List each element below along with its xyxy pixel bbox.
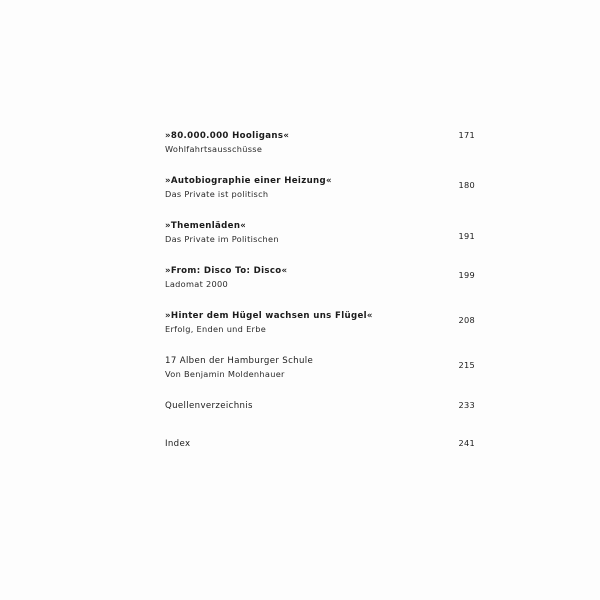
toc-entry-title: »80.000.000 Hooligans« bbox=[165, 131, 290, 141]
toc-entry-title: Index bbox=[165, 439, 191, 449]
toc-entry bbox=[165, 265, 475, 290]
toc-entry bbox=[165, 310, 475, 335]
toc-entry-subtitle: Erfolg, Enden und Erbe bbox=[165, 324, 267, 334]
toc-entry-subtitle: Wohlfahrtsausschüsse bbox=[165, 144, 263, 154]
table-of-contents bbox=[165, 130, 475, 464]
toc-entry bbox=[165, 400, 475, 412]
toc-entry bbox=[165, 438, 475, 450]
toc-entry bbox=[165, 130, 475, 155]
toc-entry-subtitle: Von Benjamin Moldenhauer bbox=[165, 369, 285, 379]
toc-entry bbox=[165, 175, 475, 200]
toc-entry-title: Quellenverzeichnis bbox=[165, 401, 253, 411]
toc-entry-page: 171 bbox=[458, 130, 475, 140]
toc-entry bbox=[165, 355, 475, 380]
toc-entry-page: 208 bbox=[458, 315, 475, 325]
toc-entry bbox=[165, 220, 475, 245]
toc-entry-page: 233 bbox=[458, 400, 475, 410]
toc-entry-subtitle: Das Private ist politisch bbox=[165, 189, 269, 199]
toc-entry-subtitle: Ladomat 2000 bbox=[165, 279, 229, 289]
toc-entry-title: »Autobiographie einer Heizung« bbox=[165, 176, 332, 186]
toc-entry-page: 180 bbox=[458, 180, 475, 190]
toc-entry-page: 241 bbox=[458, 438, 475, 448]
toc-entry-page: 191 bbox=[458, 231, 475, 241]
toc-entry-page: 199 bbox=[458, 270, 475, 280]
toc-entry-title: »Themenläden« bbox=[165, 221, 247, 231]
toc-entry-page: 215 bbox=[458, 360, 475, 370]
toc-entry-title: »Hinter dem Hügel wachsen uns Flügel« bbox=[165, 311, 373, 321]
toc-entry-title: 17 Alben der Hamburger Schule bbox=[165, 356, 314, 366]
toc-entry-subtitle: Das Private im Politischen bbox=[165, 234, 279, 244]
toc-entry-title: »From: Disco To: Disco« bbox=[165, 266, 288, 276]
